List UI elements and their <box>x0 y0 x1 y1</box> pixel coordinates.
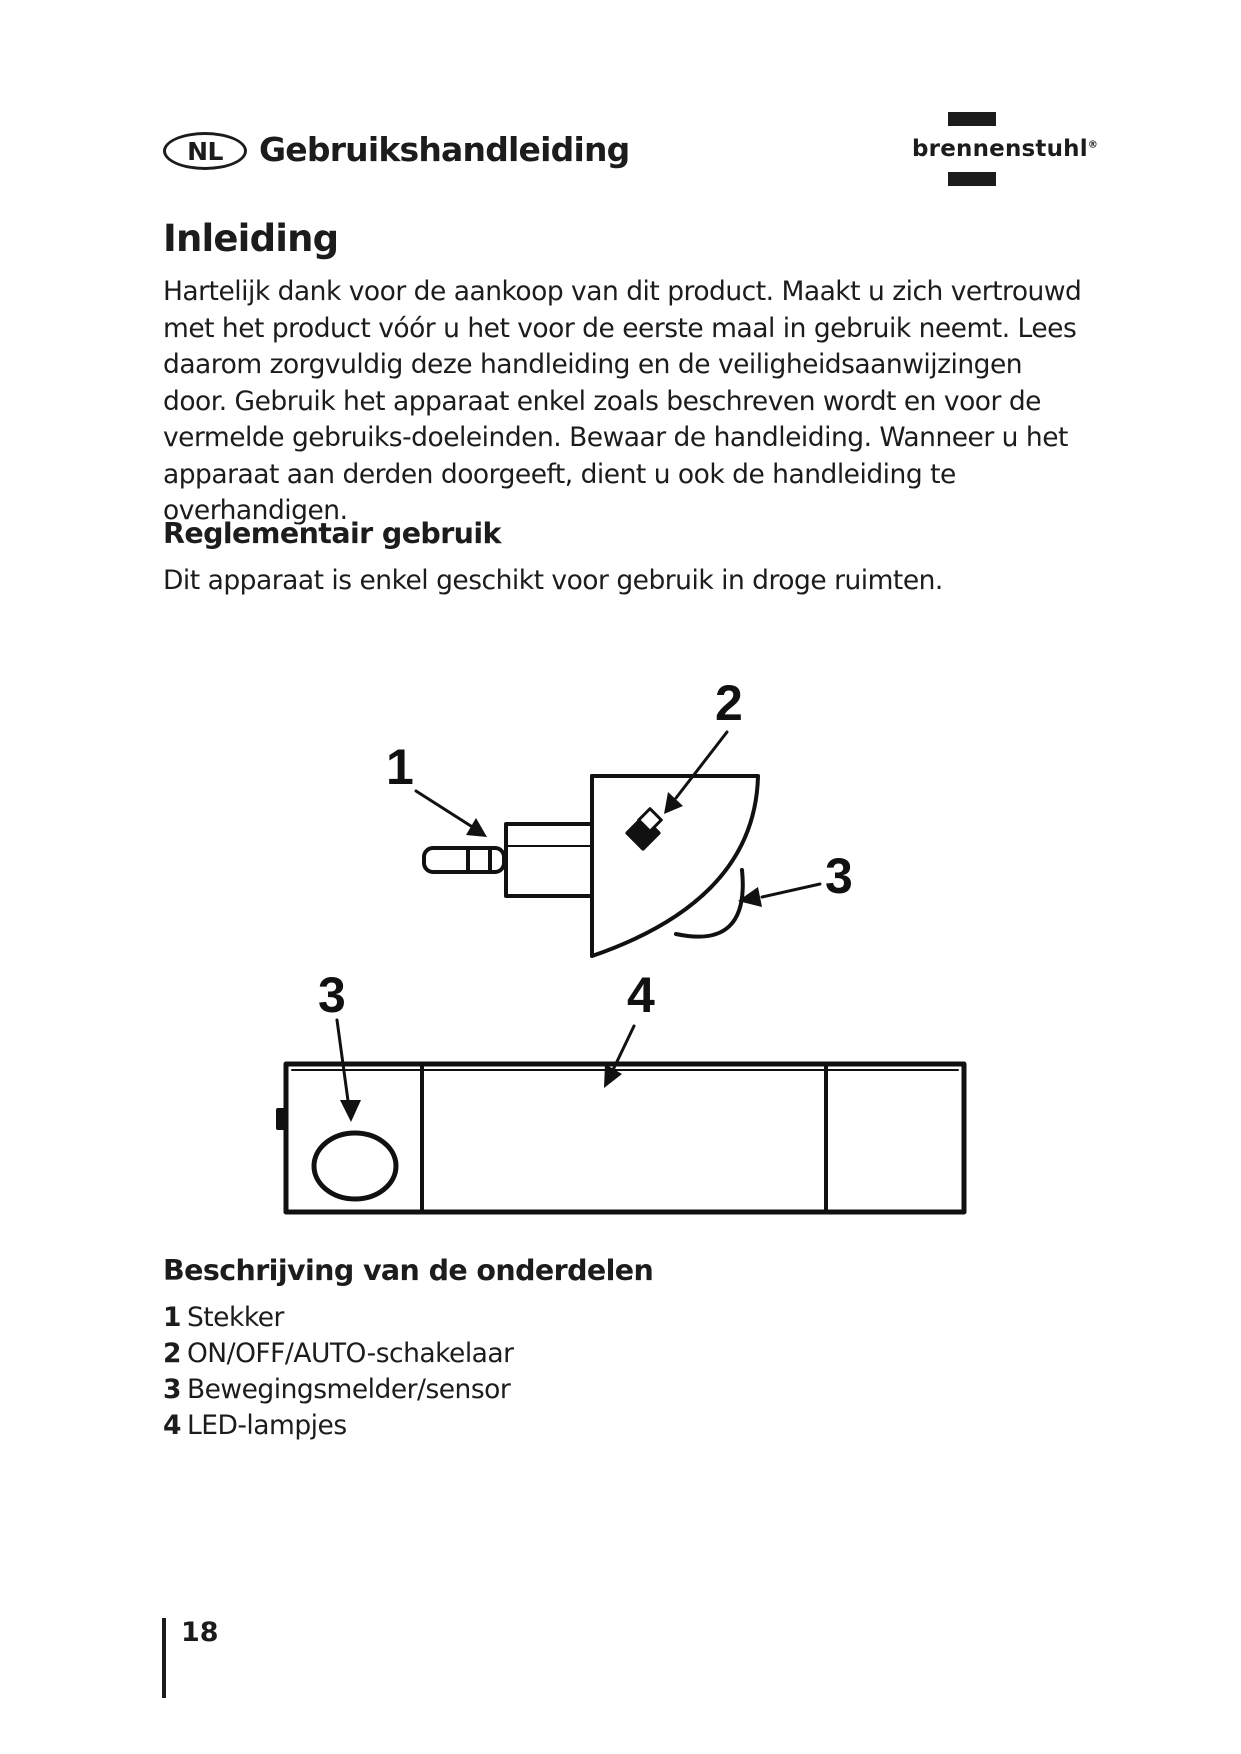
list-item: 2 ON/OFF/AUTO-schakelaar <box>163 1338 514 1369</box>
usage-paragraph: Dit apparaat is enkel geschikt voor gebruik in droge ruimten. <box>163 565 943 596</box>
logo-bar-bottom <box>948 172 996 186</box>
callout-leds: 4 <box>627 967 655 1023</box>
switch-knob <box>627 817 658 848</box>
page-rule <box>162 1618 166 1698</box>
language-code: NL <box>187 136 223 166</box>
logo-bar-top <box>948 112 996 126</box>
callout-sensor-front: 3 <box>318 967 346 1023</box>
list-item: 1 Stekker <box>163 1302 284 1333</box>
language-badge <box>163 132 247 170</box>
list-item: 4 LED-lampjes <box>163 1410 347 1441</box>
registered-mark: ® <box>1087 139 1099 151</box>
callout-plug: 1 <box>386 739 414 795</box>
page-number: 18 <box>181 1617 219 1648</box>
sensor-dome-top <box>676 870 743 937</box>
plug-collar <box>506 824 592 896</box>
plug-pin <box>424 848 504 872</box>
brand-logo <box>912 112 1099 192</box>
intro-heading: Inleiding <box>163 217 339 260</box>
intro-paragraph: Hartelijk dank voor de aankoop van dit product. Maakt u zich vertrouwd met het product vóór u het voor de eerste maal in gebruik neemt. Lees daarom zorgvuldig deze handleiding en de veiligheidsaanwijzingen door. Gebruik het apparaat enkel zoals beschreven wordt en voor de vermelde gebruiks-doeleinden. Bewaar de handleiding. Wanneer u het apparaat aan derden doorgeeft, dient u ook de handleiding te overhandigen. <box>163 276 1082 526</box>
sensor-lens-front <box>314 1133 396 1199</box>
callout-sensor-top: 3 <box>825 848 853 904</box>
parts-list <box>163 1300 514 1444</box>
brand-name: brennenstuhl <box>912 136 1088 162</box>
housing-top <box>592 776 758 956</box>
parts-heading: Beschrijving van de onderdelen <box>163 1254 654 1287</box>
manual-title: Gebruikshandleiding <box>259 130 630 169</box>
front-housing <box>286 1064 964 1212</box>
usage-heading: Reglementair gebruik <box>163 517 501 550</box>
list-item: 3 Bewegingsmelder/sensor <box>163 1374 511 1405</box>
callout-switch: 2 <box>715 675 743 731</box>
